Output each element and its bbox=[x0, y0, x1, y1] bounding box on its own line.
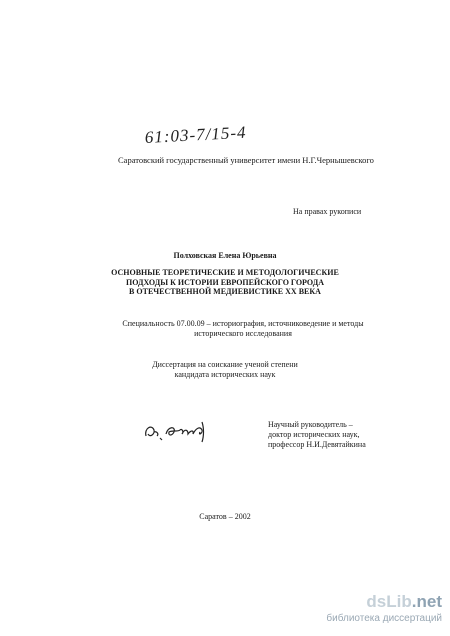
title-line: ОСНОВНЫЕ ТЕОРЕТИЧЕСКИЕ И МЕТОДОЛОГИЧЕСКИЕ bbox=[111, 268, 339, 277]
scientific-advisor bbox=[268, 420, 366, 450]
advisor-line: профессор Н.И.Девятайкина bbox=[268, 440, 366, 449]
dissertation-title bbox=[0, 268, 450, 297]
advisor-line: доктор исторических наук, bbox=[268, 430, 360, 439]
specialty bbox=[118, 319, 368, 339]
city-and-year: Саратов – 2002 bbox=[199, 512, 251, 521]
specialty-line: исторического исследования bbox=[194, 329, 292, 338]
author-name: Полховская Елена Юрьевна bbox=[173, 251, 277, 260]
watermark-subtitle: библиотека диссертаций bbox=[326, 613, 442, 624]
manuscript-rights: На правах рукописи bbox=[293, 207, 362, 216]
title-line: ПОДХОДЫ К ИСТОРИИ ЕВРОПЕЙСКОГО ГОРОДА bbox=[126, 277, 324, 287]
handwritten-catalog-number: 61:03-7/15-4 bbox=[144, 122, 247, 147]
dslib-watermark bbox=[272, 591, 442, 631]
degree-line: Диссертация на соискание ученой степени bbox=[152, 360, 298, 369]
university-name: Саратовский государственный университет имени Н.Г.Чернышевского bbox=[118, 155, 374, 165]
degree-statement bbox=[0, 360, 450, 380]
degree-line: кандидата исторических наук bbox=[174, 370, 276, 379]
advisor-line: Научный руководитель – bbox=[268, 420, 353, 429]
title-line: В ОТЕЧЕСТВЕННОЙ МЕДИЕВИСТИКЕ XX ВЕКА bbox=[129, 287, 321, 296]
handwritten-signature bbox=[142, 418, 212, 444]
watermark-logo: dsLib.net bbox=[366, 592, 442, 611]
specialty-line: Специальность 07.00.09 – историография, источниковедение и методы bbox=[122, 319, 364, 328]
